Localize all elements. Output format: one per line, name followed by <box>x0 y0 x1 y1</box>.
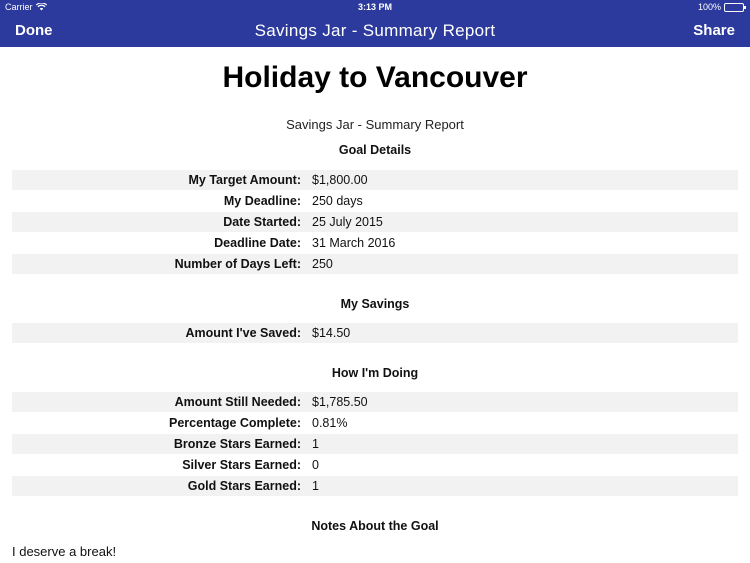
goal-title: Holiday to Vancouver <box>222 61 528 94</box>
section-heading-my-savings: My Savings <box>340 297 410 311</box>
detail-row-gold-stars <box>12 476 738 496</box>
detail-row-days-left <box>12 254 738 274</box>
row-label: Deadline Date: <box>214 236 301 250</box>
row-label: Gold Stars Earned: <box>187 479 301 493</box>
row-label: Amount I've Saved: <box>185 326 301 340</box>
detail-row-percentage-complete <box>12 413 738 433</box>
row-label: Date Started: <box>223 215 301 229</box>
report-subtitle: Savings Jar - Summary Report <box>286 117 464 132</box>
row-label: Percentage Complete: <box>169 416 301 430</box>
detail-row-target-amount <box>12 170 738 190</box>
row-value: $1,785.50 <box>312 395 368 409</box>
status-time: 3:13 PM <box>357 2 392 12</box>
status-bar <box>0 0 750 15</box>
row-label: Bronze Stars Earned: <box>173 437 301 451</box>
battery-percent: 100% <box>697 2 721 12</box>
row-value: 31 March 2016 <box>312 236 396 250</box>
row-value: 250 <box>312 257 333 271</box>
row-value: 250 days <box>312 194 363 208</box>
row-value: 1 <box>312 479 319 493</box>
detail-row-bronze-stars <box>12 434 738 454</box>
battery-indicator <box>698 2 744 12</box>
carrier-label: Carrier <box>5 2 33 12</box>
share-button[interactable]: Share <box>693 22 735 39</box>
detail-row-amount-still-needed <box>12 392 738 412</box>
row-value: 25 July 2015 <box>312 215 383 229</box>
row-value: $1,800.00 <box>312 173 368 187</box>
done-button[interactable]: Done <box>15 22 53 39</box>
row-value: 0 <box>312 458 319 472</box>
row-value: 0.81% <box>312 416 348 430</box>
navigation-bar <box>0 15 750 47</box>
row-value: $14.50 <box>312 326 351 340</box>
section-heading-how-im-doing: How I'm Doing <box>331 366 419 380</box>
row-label: My Deadline: <box>223 194 301 208</box>
goal-notes-text: I deserve a break! <box>12 544 117 559</box>
row-label: Amount Still Needed: <box>174 395 301 409</box>
section-heading-notes: Notes About the Goal <box>311 519 439 533</box>
detail-row-amount-saved <box>12 323 738 343</box>
row-label: My Target Amount: <box>188 173 301 187</box>
detail-row-silver-stars <box>12 455 738 475</box>
detail-row-deadline-date <box>12 233 738 253</box>
detail-row-deadline <box>12 191 738 211</box>
report-content[interactable] <box>0 47 750 563</box>
section-heading-goal-details: Goal Details <box>338 143 412 157</box>
detail-row-date-started <box>12 212 738 232</box>
row-value: 1 <box>312 437 319 451</box>
row-label: Silver Stars Earned: <box>182 458 301 472</box>
nav-title: Savings Jar - Summary Report <box>254 21 496 40</box>
row-label: Number of Days Left: <box>174 257 301 271</box>
battery-icon <box>724 3 744 12</box>
